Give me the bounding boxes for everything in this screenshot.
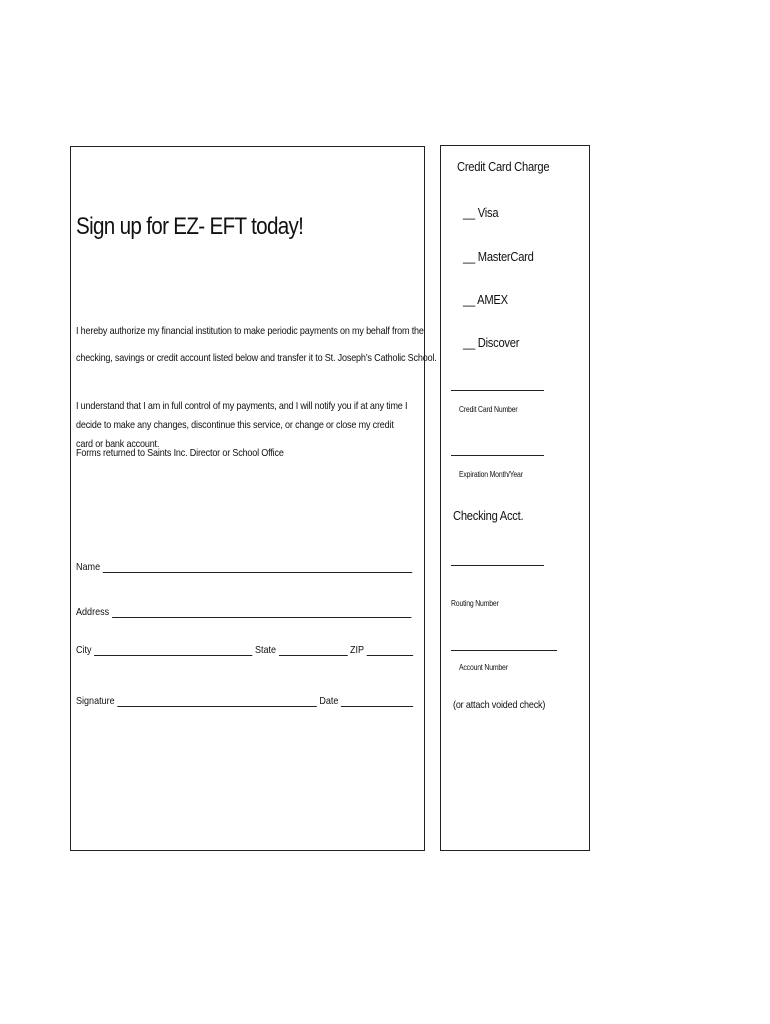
name-label: Name	[76, 561, 101, 573]
state-field[interactable]	[279, 644, 348, 656]
option-discover[interactable]: __ Discover	[463, 335, 520, 350]
address-row	[76, 606, 414, 618]
address-field[interactable]	[112, 606, 411, 618]
control-statement: I understand that I am in full control of my payments, and I will notify you if at any time I decide to make any changes, discontinue this service, or change or close my credit card or bank account.	[76, 400, 408, 450]
credit-card-number-field[interactable]	[451, 390, 544, 391]
voided-check-note: (or attach voided check)	[453, 699, 546, 711]
signature-field[interactable]	[117, 695, 317, 707]
name-field[interactable]	[103, 561, 413, 573]
credit-card-heading: Credit Card Charge	[457, 159, 550, 174]
payment-method-panel	[440, 145, 590, 851]
routing-number-label: Routing Number	[451, 599, 499, 608]
return-instructions: Forms returned to Saints Inc. Director or School Office	[76, 447, 284, 459]
checking-heading: Checking Acct.	[453, 508, 524, 523]
zip-label: ZIP	[350, 644, 365, 656]
account-number-field[interactable]	[451, 650, 557, 651]
state-label: State	[254, 644, 277, 656]
date-label: Date	[319, 695, 339, 707]
date-field[interactable]	[341, 695, 413, 707]
routing-number-field[interactable]	[451, 565, 544, 566]
authorization-text-line-2: checking, savings or credit account listed below and transfer it to St. Joseph’s Catholic School.	[76, 352, 437, 364]
option-visa[interactable]: __ Visa	[463, 205, 499, 220]
name-row	[76, 561, 415, 573]
option-amex[interactable]: __ AMEX	[463, 292, 508, 307]
option-mastercard[interactable]: __ MasterCard	[463, 249, 534, 264]
expiration-label: Expiration Month/Year	[459, 470, 523, 479]
city-state-zip-row	[76, 644, 416, 656]
city-field[interactable]	[94, 644, 252, 656]
form-title: Sign up for EZ- EFT today!	[76, 213, 304, 240]
authorization-text-line-1: I hereby authorize my financial institution to make periodic payments on my behalf from the	[76, 325, 424, 337]
expiration-field[interactable]	[451, 455, 544, 456]
account-number-label: Account Number	[459, 663, 508, 672]
signature-date-row	[76, 695, 416, 707]
city-label: City	[76, 644, 92, 656]
zip-field[interactable]	[367, 644, 413, 656]
credit-card-number-label: Credit Card Number	[459, 405, 518, 414]
signup-panel	[70, 146, 437, 851]
address-label: Address	[76, 606, 110, 618]
signature-label: Signature	[76, 695, 115, 707]
